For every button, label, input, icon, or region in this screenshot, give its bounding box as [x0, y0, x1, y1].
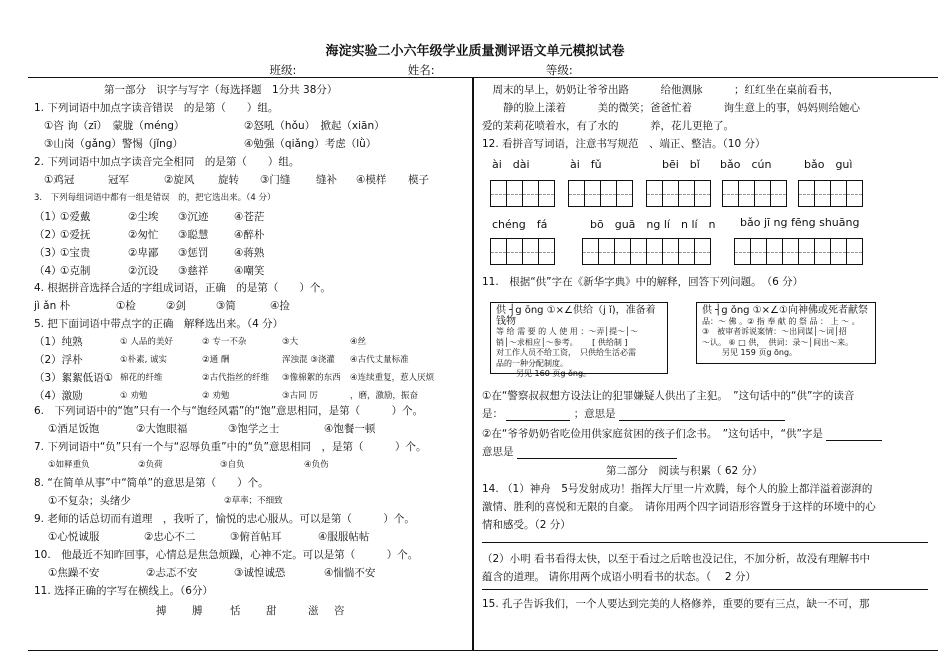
dict-ref: 另见 159 页g ōng。: [722, 348, 798, 357]
q5-option[interactable]: ① 劝勉: [120, 391, 148, 401]
q4-option[interactable]: ①检: [116, 300, 136, 312]
q6-option[interactable]: ③饱学之士: [228, 423, 280, 435]
q2-opt: 旋转: [218, 174, 239, 186]
dictionary-entry-gong4: [696, 302, 876, 364]
dict-head: 供 ┤g ǒng ①×∠①向神佛或死者献祭: [702, 305, 868, 316]
q2-opt[interactable]: ④模样: [356, 174, 387, 186]
question-1: 1. 下列词语中加点字读音错误 的是第（ ）组。: [34, 102, 279, 114]
fill-paragraph-line1: 周末的早上，奶奶让爷爷出路 给他测脉 ；红红坐在桌前看书，: [482, 84, 839, 96]
q7-option[interactable]: ③自负: [220, 460, 245, 470]
answer-blank[interactable]: [506, 409, 570, 421]
q3-option[interactable]: ③惩罚: [178, 247, 209, 259]
q4-option[interactable]: ④捡: [270, 300, 290, 312]
q9-option[interactable]: ④服服帖帖: [318, 531, 370, 543]
q11-char: 膊: [192, 605, 203, 617]
pinyin: bǎo cún: [720, 158, 772, 171]
q5-option[interactable]: ④古代丈量标准: [350, 355, 409, 365]
bottom-rule: [28, 650, 938, 651]
class-label: 班级:: [269, 63, 297, 77]
q5-option[interactable]: ④丝: [350, 337, 367, 347]
dictionary-entry-gong1: [490, 302, 668, 378]
writing-grid[interactable]: [490, 180, 554, 207]
q11-char: 恬: [230, 605, 241, 617]
q5-row-label: （4）激励: [34, 390, 83, 402]
q4-pinyin: jì ǎn 朴: [34, 300, 71, 312]
q5-option[interactable]: ② 劝勉: [202, 391, 230, 401]
q3-option[interactable]: ②尘埃: [128, 211, 159, 223]
q1-option-a[interactable]: ①咨 询（zī） 蒙胧（méng）: [44, 120, 185, 132]
q1-option-d[interactable]: ④勉强（qiǎng）考虑（lǜ）: [244, 138, 377, 150]
writing-grid[interactable]: [568, 180, 632, 207]
q11b-sub1-answer: [482, 406, 785, 421]
exam-title: 海淀实验二小六年级学业质量测评语文单元模拟试卷: [325, 44, 625, 59]
q5-option[interactable]: 浑浊混 ③浇灌: [282, 355, 335, 365]
q5-option[interactable]: ② 专一不杂: [202, 337, 247, 347]
q9-option[interactable]: ③俯首帖耳: [230, 531, 282, 543]
q10-option[interactable]: ②忐忑不安: [146, 567, 198, 579]
pinyin: bō guā ng lí n lí n: [590, 218, 716, 231]
dict-head: 供 ┤g ōng ①×∠供给（j ǐ)，准备着钱物: [496, 305, 656, 327]
question-9: 9. 老师的话总切而有道理 ，我听了，愉悦的忠心服从。可以是第（ ）个。: [34, 513, 415, 525]
question-3: 3. 下列每组词语中都有一组是错误 的，把它选出来。（4 分）: [34, 193, 276, 203]
q4-option[interactable]: ③简: [216, 300, 236, 312]
answer-line[interactable]: [482, 589, 928, 590]
label: 意思是: [482, 446, 514, 458]
q3-option[interactable]: ②卑鄙: [128, 247, 159, 259]
question-5: 5. 把下面词语中带点字的正确 解释选出来。（4 分）: [34, 318, 284, 330]
writing-grid[interactable]: [582, 238, 710, 265]
q11-char: 搏: [156, 605, 167, 617]
fill-paragraph-line3: 爱的茉莉花喷着水，有了水的 养，花儿更艳了。: [482, 120, 734, 132]
q5-row-label: （2）浮朴: [34, 354, 83, 366]
label: ；意思是: [573, 408, 616, 420]
dict-line: 对工作人员不给工资， 只供给生活必需: [496, 348, 636, 357]
question-4: 4. 根据拼音选择合适的字组成词语，正确 的是第（ ）个。: [34, 282, 331, 294]
q1-option-b[interactable]: ②怒吼（hǒu） 掀起（xiān）: [244, 120, 385, 132]
q5-option[interactable]: ②古代指丝的纤维: [202, 373, 270, 383]
q7-option[interactable]: ①如释重负: [48, 460, 90, 470]
question-2: 2. 下列词语中加点字读音完全相同 的是第（ ）组。: [34, 156, 300, 168]
q3-row-label: （1）: [34, 211, 62, 223]
q7-option[interactable]: ②负荷: [138, 460, 163, 470]
q3-option[interactable]: ②匆忙: [128, 229, 159, 241]
question-6: 6. 下列词语中的“饱”只有一个与“饱经风霜”的“饱”意思相同，是第（ ）个。: [34, 405, 424, 417]
q3-option[interactable]: ①克制: [60, 265, 91, 277]
q5-option[interactable]: ① 人品的美好: [120, 337, 173, 347]
writing-grid[interactable]: [646, 180, 710, 207]
writing-grid[interactable]: [798, 180, 862, 207]
dict-line: ～认。 ⑥ □ 供， 供词：录～│间出～来。: [702, 337, 854, 347]
q3-option[interactable]: ④蒋熟: [234, 247, 265, 259]
q11-char: 咨: [334, 605, 345, 617]
pinyin: bēi bǐ: [662, 158, 700, 171]
question-14-2-cont: 蕴含的道理。 请你用两个成语小明看书的状态。（ 2 分）: [482, 571, 756, 583]
question-14-1-cont: 激情、胜利的喜悦和无限的自豪。 请你用两个四字词语形容置身于这样的环境中的心: [482, 501, 876, 513]
q2-opt: 冠军: [108, 174, 129, 186]
q8-option[interactable]: ②草率；不细致: [224, 496, 283, 506]
q2-opt[interactable]: ③门缝: [260, 174, 291, 186]
q5-option[interactable]: ③古同 厉: [282, 391, 318, 401]
question-7: 7. 下列词语中“负”只有一个与“忍辱负重”中的“负”意思相同 ，是第（ ）个。: [34, 441, 427, 453]
q11-char: 甜: [266, 605, 277, 617]
pinyin: bǎo jī ng fēng shuāng: [740, 216, 860, 229]
answer-blank[interactable]: [619, 409, 785, 421]
question-8: 8. “在简单从事”中“简单”的意思是第（ ）个。: [34, 477, 269, 489]
part1-heading: 第一部分 识字与写字（每选择题 1分共 38分）: [104, 84, 338, 96]
q6-option[interactable]: ④饱餐一顿: [324, 423, 376, 435]
question-14-1-cont2: 情和感受。（2 分）: [482, 519, 571, 531]
q9-option[interactable]: ②忠心不二: [144, 531, 196, 543]
q2-opt: 模子: [408, 174, 429, 186]
pinyin: chéng fá: [492, 218, 548, 231]
q5-option[interactable]: ，磨，激励，振奋: [350, 391, 419, 401]
grade-label: 等级:: [545, 63, 573, 77]
q11-char: 滋: [308, 605, 319, 617]
writing-grid[interactable]: [490, 238, 554, 265]
question-11: 11. 选择正确的字写在横线上。（6分）: [34, 585, 213, 597]
question-11b: 11. 根据“供”字在《新华字典》中的解释，回答下列问题。 （6 分）: [482, 276, 804, 288]
question-14-1: 14. （1）神舟 5号发射成功！指挥大厅里一片欢腾，每个人的脸上都洋溢着澎湃的: [482, 483, 873, 495]
question-14-2: （2）小明 看书看得太快，以至于看过之后啥也没记住，不加分析，故没有理解书中: [482, 553, 871, 565]
writing-grid[interactable]: [722, 180, 786, 207]
q3-option[interactable]: ③慈祥: [178, 265, 209, 277]
q10-option[interactable]: ③诚惶诚恐: [234, 567, 286, 579]
name-label: 姓名:: [407, 63, 435, 77]
q3-option[interactable]: ③聪慧: [178, 229, 209, 241]
q3-option[interactable]: ①宝贵: [60, 247, 91, 259]
dict-line: ③ 被审者诉说案情：～出同谋│～词│招: [702, 327, 847, 336]
dict-line: 销│～求相应│～参考。 [ 供给制 ]: [496, 337, 628, 347]
q10-option[interactable]: ①焦躁不安: [48, 567, 100, 579]
q1-option-c[interactable]: ③山岗（gǎng）警惕（jǐng）: [44, 138, 183, 150]
q5-option[interactable]: 棉花的纤维: [120, 373, 163, 383]
q5-option[interactable]: ④连续重复，惹人厌烦: [350, 373, 435, 383]
q3-option[interactable]: ①爱抚: [60, 229, 91, 241]
dict-line: 品：～ 佛 。② 指 奉 献 的 祭 品 ： 上 ～ 。: [702, 316, 860, 326]
q2-opt: 缝补: [316, 174, 337, 186]
q7-option[interactable]: ④负伤: [304, 460, 329, 470]
label: ②在“爷爷奶奶省吃俭用供家庭贫困的孩子们念书。 ”这句话中，“供”字是: [482, 428, 823, 440]
part2-heading: 第二部分 阅读与积累（ 62 分）: [606, 465, 763, 477]
q8-option[interactable]: ①不复杂；头绪少: [48, 495, 131, 507]
q5-row-label: （3）絮絮低语①: [34, 372, 114, 384]
answer-blank[interactable]: [826, 429, 882, 441]
question-12: 12. 看拼音写词语，注意书写规范 、端正、整洁。（10 分）: [482, 138, 766, 150]
fill-paragraph-line2: 静的脸上漾着 美的微笑；爸爸忙着 询生意上的事，妈妈则给她心: [482, 102, 860, 114]
answer-blank[interactable]: [517, 447, 677, 459]
q6-option[interactable]: ①酒足饭饱: [48, 423, 100, 435]
q5-option[interactable]: ③大: [282, 337, 299, 347]
q10-option[interactable]: ④惴惴不安: [324, 567, 376, 579]
student-info: [0, 62, 950, 78]
q5-option[interactable]: ②通 酬: [202, 355, 230, 365]
dict-line: 品的一种分配制度。: [496, 358, 568, 368]
top-rule: [28, 77, 938, 78]
q3-row-label: （4）: [34, 265, 62, 277]
q5-row-label: （1）纯熟: [34, 336, 83, 348]
q5-option[interactable]: ①朴素, 诚实: [120, 355, 168, 365]
pinyin: ài dài: [492, 158, 530, 171]
pinyin: bǎo guì: [804, 158, 853, 171]
column-divider: [472, 77, 474, 651]
q9-option[interactable]: ①心悦诚服: [48, 531, 100, 543]
q3-option[interactable]: ①爱戴: [60, 211, 91, 223]
q6-option[interactable]: ②大饱眼福: [136, 423, 188, 435]
answer-line[interactable]: [482, 542, 928, 543]
q2-opt[interactable]: ②旋风: [164, 174, 195, 186]
q11b-sub1: ①在“警察叔叔想方设法让的犯罪嫌疑人供出了主犯。 ”这句话中的“供”字的读音: [482, 390, 855, 402]
q3-row-label: （2）: [34, 229, 62, 241]
question-10: 10. 他最近不知昨回事，心情总是焦急烦躁，心神不定。可以是第（ ）个。: [34, 549, 419, 561]
q3-option[interactable]: ②沉设: [128, 265, 159, 277]
writing-grid[interactable]: [734, 238, 862, 265]
q3-option[interactable]: ④嘲笑: [234, 265, 265, 277]
q3-row-label: （3）: [34, 247, 62, 259]
pinyin: ài fǔ: [570, 158, 602, 171]
dict-line: 等 给 需 要 的 人 使 用 ：～弄│提～│～: [496, 327, 638, 336]
q5-option[interactable]: ③像棉絮的东西: [282, 373, 341, 383]
q4-option[interactable]: ②剑: [166, 300, 186, 312]
q3-option[interactable]: ④醉朴: [234, 229, 265, 241]
q3-option[interactable]: ③沉迹: [178, 211, 209, 223]
q11b-sub2: [482, 426, 882, 441]
q11b-sub2-answer: [482, 444, 677, 459]
dict-ref: 另见 160 页g ǒng。: [516, 369, 592, 378]
q3-option[interactable]: ④苍茫: [234, 211, 265, 223]
question-15: 15. 孔子告诉我们，一个人要达到完美的人格修养，重要的要有三点，缺一不可，那: [482, 598, 870, 610]
label: 是：: [482, 408, 503, 420]
q2-opt[interactable]: ①鸡冠: [44, 174, 75, 186]
